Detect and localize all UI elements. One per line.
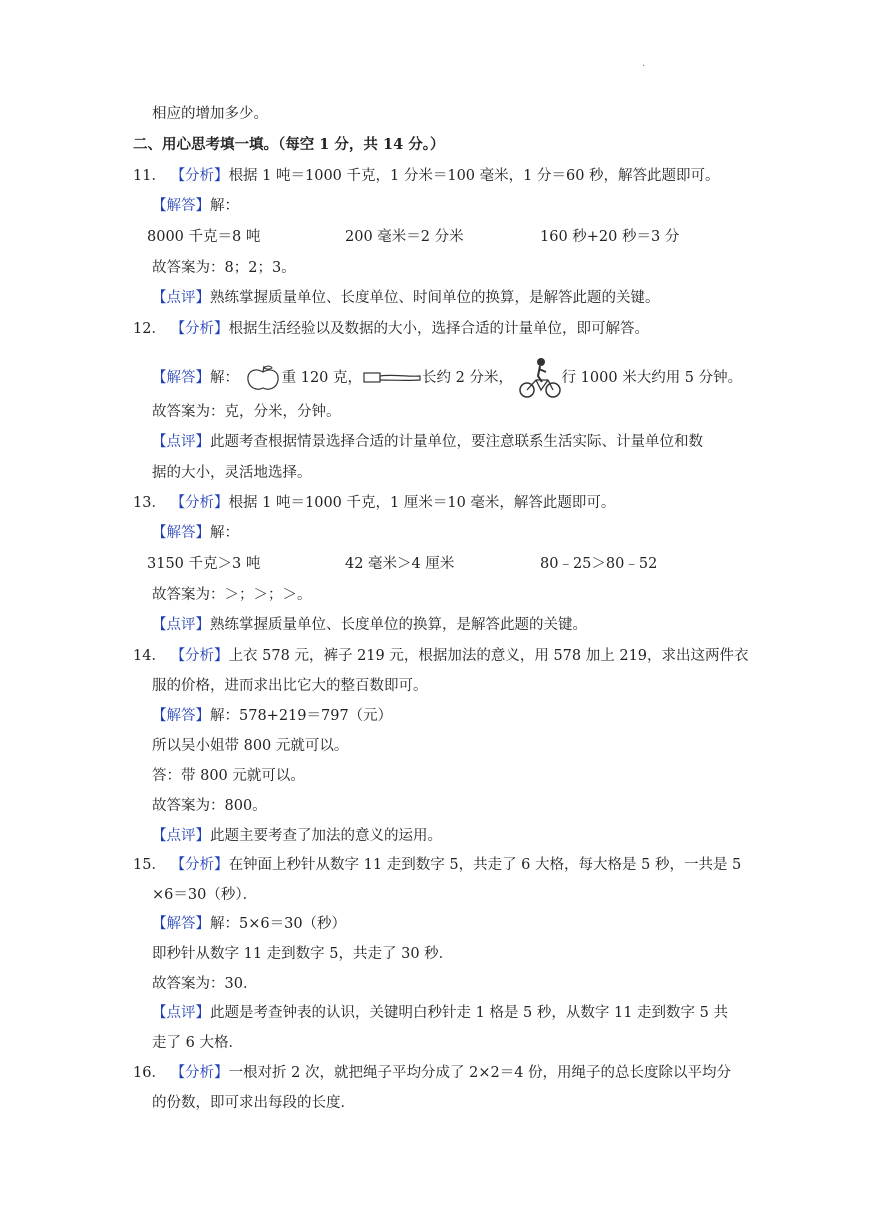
analysis-tag: 【分析】 xyxy=(170,857,229,873)
q13-comment-line xyxy=(152,615,587,635)
q15-line-2: 即秒针从数字 11 走到数字 5，共走了 30 秒． xyxy=(152,946,454,962)
q13-answer-lead: 解： xyxy=(210,525,239,541)
comment-tag: 【点评】 xyxy=(152,1005,210,1021)
section-heading: 二、用心思考填一填。（每空 1 分，共 14 分。） xyxy=(133,136,445,153)
q12-toothbrush-text: 长约 2 分米， xyxy=(422,370,513,386)
q11-work-3: 160 秒+20 秒＝3 分 xyxy=(540,229,680,245)
q15-comment-line xyxy=(152,1003,728,1023)
toothbrush-icon xyxy=(362,368,422,388)
q15-analysis-2: ×6＝30（秒）． xyxy=(152,887,258,903)
analysis-tag: 【分析】 xyxy=(170,648,229,664)
q11-work-1: 8000 千克＝8 吨 xyxy=(147,229,261,245)
q12-comment-line xyxy=(152,432,703,452)
q15-comment-2: 走了 6 大格． xyxy=(152,1035,243,1051)
analysis-tag: 【分析】 xyxy=(170,495,229,511)
q14-answer: 解：578+219＝797（元） xyxy=(210,708,393,724)
q11-answer-line xyxy=(152,196,239,216)
comment-tag: 【点评】 xyxy=(152,617,210,633)
cyclist-icon xyxy=(518,356,562,400)
comment-tag: 【点评】 xyxy=(152,434,210,450)
q11-work-2: 200 毫米＝2 分米 xyxy=(345,229,464,245)
q13-final: 故答案为：＞；＞；＞。 xyxy=(152,587,312,603)
q12-apple-text: 重 120 克， xyxy=(281,370,363,386)
q14-analysis-1: 上衣 578 元，裤子 219 元，根据加法的意义，用 578 加上 219，求出这两件衣 xyxy=(228,648,749,664)
q15-answer-line xyxy=(152,914,346,934)
q16-number: 16． xyxy=(133,1065,166,1081)
q11-analysis: 根据 1 吨＝1000 千克，1 分米＝100 毫米，1 分＝60 秒，解答此题即可。 xyxy=(228,168,720,184)
q11-comment: 熟练掌握质量单位、长度单位、时间单位的换算，是解答此题的关键。 xyxy=(210,290,660,306)
answer-tag: 【解答】 xyxy=(152,708,210,724)
q12-answer-lead: 解： xyxy=(210,370,239,386)
q12-number: 12． xyxy=(133,321,166,337)
q12-answer-line xyxy=(152,356,742,400)
q15-answer: 解：5×6＝30（秒） xyxy=(210,916,347,932)
q14-line-3: 答：带 800 元就可以。 xyxy=(152,768,305,784)
analysis-tag: 【分析】 xyxy=(170,1065,229,1081)
q14-final: 故答案为：800。 xyxy=(152,798,267,814)
q11-analysis-line xyxy=(133,166,720,186)
q12-final: 故答案为：克，分米，分钟。 xyxy=(152,404,341,420)
q12-comment-1: 此题考查根据情景选择合适的计量单位，要注意联系生活实际、计量单位和数 xyxy=(210,434,703,450)
q14-comment-line xyxy=(152,826,442,846)
continuation-line: 相应的增加多少。 xyxy=(152,106,268,122)
q11-answer-lead: 解： xyxy=(210,198,239,214)
answer-tag: 【解答】 xyxy=(152,525,210,541)
corner-mark: . xyxy=(642,58,646,69)
q14-comment: 此题主要考查了加法的意义的运用。 xyxy=(210,828,442,844)
q15-number: 15． xyxy=(133,857,166,873)
q15-analysis-1: 在钟面上秒针从数字 11 走到数字 5，共走了 6 大格，每大格是 5 秒，一共是 5 xyxy=(228,857,742,873)
q13-analysis: 根据 1 吨＝1000 千克，1 厘米＝10 毫米，解答此题即可。 xyxy=(228,495,616,511)
answer-tag: 【解答】 xyxy=(152,198,210,214)
q15-comment-1: 此题是考查钟表的认识，关键明白秒针走 1 格是 5 秒，从数字 11 走到数字 5 共 xyxy=(210,1005,728,1021)
q14-line-2: 所以吴小姐带 800 元就可以。 xyxy=(152,738,349,754)
answer-tag: 【解答】 xyxy=(152,916,210,932)
q16-analysis-line xyxy=(133,1063,731,1083)
q14-answer-line xyxy=(152,706,392,726)
q16-analysis-1: 一根对折 2 次，就把绳子平均分成了 2×2＝4 份，用绳子的总长度除以平均分 xyxy=(228,1065,732,1081)
q12-cyclist-text: 行 1000 米大约用 5 分钟。 xyxy=(561,370,743,386)
comment-tag: 【点评】 xyxy=(152,290,210,306)
q13-work-3: 80﹣25＞80﹣52 xyxy=(540,556,658,572)
q15-analysis-line xyxy=(133,855,741,875)
q12-analysis-line xyxy=(133,319,649,339)
q14-analysis-line xyxy=(133,646,749,666)
q13-analysis-line xyxy=(133,493,615,513)
q13-number: 13． xyxy=(133,495,166,511)
q15-final: 故答案为：30． xyxy=(152,976,258,992)
comment-tag: 【点评】 xyxy=(152,828,210,844)
q13-work-2: 42 毫米＞4 厘米 xyxy=(345,556,455,572)
analysis-tag: 【分析】 xyxy=(170,321,229,337)
q11-comment-line xyxy=(152,288,660,308)
q14-analysis-2: 服的价格，进而求出比它大的整百数即可。 xyxy=(152,678,428,694)
q14-number: 14． xyxy=(133,648,166,664)
q11-number: 11． xyxy=(133,168,166,184)
answer-tag: 【解答】 xyxy=(152,370,210,386)
q13-comment: 熟练掌握质量单位、长度单位的换算，是解答此题的关键。 xyxy=(210,617,587,633)
q13-work-1: 3150 千克＞3 吨 xyxy=(147,556,261,572)
q16-analysis-2: 的份数，即可求出每段的长度． xyxy=(152,1095,355,1111)
q11-final: 故答案为：8；2；3。 xyxy=(152,260,296,276)
q12-analysis: 根据生活经验以及数据的大小，选择合适的计量单位，即可解答。 xyxy=(228,321,650,337)
apple-icon xyxy=(244,364,282,392)
analysis-tag: 【分析】 xyxy=(170,168,229,184)
q12-comment-2: 据的大小，灵活地选择。 xyxy=(152,465,312,481)
q13-answer-line xyxy=(152,523,239,543)
